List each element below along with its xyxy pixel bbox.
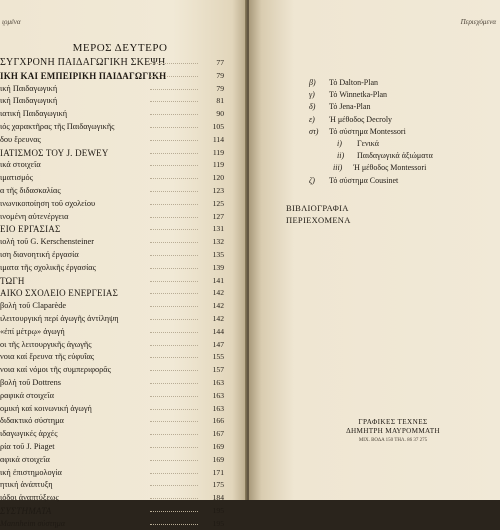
toc-entry	[309, 150, 489, 162]
toc-entry	[0, 479, 240, 492]
toc-entry-label: στ)	[309, 126, 319, 136]
toc-entry	[0, 313, 240, 326]
toc-entry-label: δ)	[309, 102, 316, 112]
toc-entry-title: ική Παιδαγωγική	[0, 96, 58, 106]
toc-entry	[0, 339, 240, 352]
toc-entry-page: 142	[212, 301, 224, 311]
toc-entry-page: 184	[212, 493, 224, 503]
toc-entry-page: 119	[212, 160, 224, 170]
toc-entry	[0, 185, 240, 198]
left-page	[0, 0, 247, 528]
toc-entry-title: Γενικά	[357, 138, 379, 148]
toc-entry	[0, 454, 240, 467]
toc-entry-page: 119	[212, 147, 224, 157]
toc-entry-page: 131	[212, 224, 224, 234]
toc-entry-page: 195	[212, 518, 224, 528]
toc-entry-title: Τό σύστημα Cousinet	[329, 175, 399, 185]
toc-entry-title: «ἐπί μέτρῳ» ἀγωγή	[0, 326, 65, 336]
toc-entry-label: ii)	[337, 151, 345, 161]
toc-entry	[0, 492, 240, 505]
toc-entry	[309, 175, 489, 187]
toc-entry-label: i)	[337, 138, 342, 148]
toc-entry	[0, 390, 240, 403]
toc-entry-title: ιολή τοῦ G. Kerschensteiner	[0, 237, 94, 247]
toc-entry-page: 195	[212, 505, 224, 515]
toc-entry	[0, 198, 240, 211]
toc-entry-label: γ)	[309, 90, 315, 100]
toc-entry	[0, 262, 240, 275]
toc-entry	[0, 467, 240, 480]
toc-entry-label: β)	[309, 78, 316, 87]
bibliography-heading: ΒΙΒΛΙΟΓΡΑΦΙΑ	[286, 203, 349, 213]
toc-entry-title: ητική ἀνάπτυξη	[0, 480, 53, 490]
toc-entry-title: Τό Jena-Plan	[329, 102, 371, 112]
toc-entry-title: Τό Winnetka-Plan	[329, 90, 387, 100]
toc-entry-page: 142	[212, 313, 224, 323]
toc-entry-title: ική Παιδαγωγική	[0, 83, 58, 93]
toc-entry	[0, 441, 240, 454]
toc-entry-page: 175	[212, 480, 224, 490]
colophon-line: ΔΗΜΗΤΡΗ ΜΑΥΡΟΜΜΑΤΗ	[346, 427, 440, 435]
toc-entry-page: 155	[212, 352, 224, 362]
toc-entry-title: ιόδοι ἀναπτύξεως	[0, 493, 59, 503]
printer-colophon	[328, 418, 458, 445]
toc-entry-page: 144	[212, 326, 224, 336]
toc-entry-page: 114	[212, 134, 224, 144]
toc-entry	[309, 101, 489, 113]
toc-entry-title: α τῆς διδασκαλίας	[0, 185, 61, 195]
toc-list	[309, 77, 489, 187]
toc-entry-label: ζ)	[309, 175, 315, 185]
toc-entry-title: Παιδαγωγικά ἀξιώματα	[357, 151, 433, 161]
toc-entry-title: οι τῆς λειτουργικῆς ἀγωγῆς	[0, 339, 92, 349]
toc-entry-title: διδακτικό σύστημα	[0, 416, 64, 426]
toc-entry	[0, 275, 240, 288]
toc-entry-page: 120	[212, 173, 224, 183]
toc-entry	[309, 77, 489, 89]
toc-entry-title: Ἡ μέθοδος Decroly	[329, 114, 393, 124]
toc-entry-title: ιλειτουργική περί ἀγωγῆς ἀντίληψη	[0, 313, 119, 323]
toc-entry-title: ομική καί κοινωνική ἀγωγή	[0, 403, 92, 413]
toc-entry	[0, 518, 240, 530]
toc-entry	[0, 121, 240, 134]
toc-entry-page: 163	[212, 403, 224, 413]
toc-entry-page: 81	[216, 96, 224, 106]
running-head: Περιεχόμενα	[460, 18, 496, 26]
toc-entry-title: ιατική Παιδαγωγική	[0, 109, 68, 119]
toc-entry	[0, 326, 240, 339]
toc-entry	[0, 83, 240, 96]
toc-entry-title: νοια καί ἔρευνα τῆς εὐφυΐας	[0, 352, 95, 362]
toc-entry-title: Τό Dalton-Plan	[329, 78, 378, 87]
toc-entry	[0, 211, 240, 224]
toc-entry-page: 167	[212, 429, 224, 439]
toc-entry-page: 169	[212, 441, 224, 451]
toc-entry	[0, 351, 240, 364]
toc-entry-title: βολή τοῦ Claparède	[0, 301, 67, 311]
toc-entry-title: ιματα τῆς σχολικῆς ἐργασίας	[0, 262, 96, 272]
toc-entry	[0, 172, 240, 185]
toc-entry-title: νοια καί νόμοι τῆς συμπεριφορᾶς	[0, 365, 111, 375]
toc-entry	[309, 138, 489, 150]
toc-entry-page: 90	[216, 109, 224, 119]
toc-entry-title: Mannheim σύστημα	[0, 518, 66, 528]
section-title: ΜΕΡΟΣ ΔΕΥΤΕΡΟ	[72, 42, 168, 54]
toc-entry-page: 163	[212, 390, 224, 400]
toc-entry-page: 171	[212, 467, 224, 477]
toc-entry-title: ιδαγωγικές ἀρχές	[0, 429, 58, 439]
toc-entry	[0, 300, 240, 313]
toc-entry	[0, 377, 240, 390]
toc-entry-page: 123	[212, 185, 224, 195]
toc-entry	[309, 89, 489, 101]
toc-entry-title: βολή τοῦ Dottrens	[0, 377, 61, 387]
toc-entry-page: 79	[216, 83, 224, 93]
toc-entry	[0, 415, 240, 428]
toc-entry	[0, 364, 240, 377]
running-head: ι̯ομένα	[2, 18, 21, 26]
toc-entry	[0, 70, 240, 83]
toc-entry-title: ιση διανοητική ἐργασία	[0, 249, 79, 259]
toc-entry-title: Τό σύστημα Montessori	[329, 126, 406, 136]
toc-entry	[309, 162, 489, 174]
toc-entry-page: 169	[212, 454, 224, 464]
toc-entry-title: ινομένη αὐτενέργεια	[0, 211, 69, 221]
toc-entry-title: ική ἐπιστημολογία	[0, 467, 62, 477]
toc-entry-page: 125	[212, 198, 224, 208]
toc-entry-title: ΙΚΗ ΚΑΙ ΕΜΠΕΙΡΙΚΗ ΠΑΙΔΑΓΩΓΙΚΗ	[0, 70, 167, 81]
colophon-line: ΓΡΑΦΙΚΕΣ ΤΕΧΝΕΣ	[358, 418, 428, 426]
toc-entry-label: iii)	[333, 163, 343, 173]
colophon-line: ΜΙΧ. ΒΟΔΑ 150 ΤΗΛ. 86 37 275	[358, 438, 428, 443]
toc-entry	[0, 236, 240, 249]
toc-entry-page: 77	[216, 58, 224, 67]
toc-entry-page: 139	[212, 262, 224, 272]
toc-entry-title: ικά στοιχεῖα	[0, 160, 41, 170]
contents-heading: ΠΕΡΙΕΧΟΜΕΝΑ	[286, 215, 351, 225]
toc-entry-title: ΤΩΓΗ	[0, 275, 25, 286]
toc-entry-page: 163	[212, 377, 224, 387]
toc-entry-page: 105	[212, 121, 224, 131]
toc-entry-title: ΕΙΟ ΕΡΓΑΣΙΑΣ	[0, 224, 61, 235]
toc-entry	[0, 287, 240, 300]
toc-entry	[0, 505, 240, 518]
toc-entry-title: δου ἔρευνας	[0, 134, 41, 144]
toc-entry-page: 135	[212, 249, 224, 259]
toc-entry	[0, 57, 240, 70]
toc-entry	[0, 159, 240, 172]
toc-entry	[0, 223, 240, 236]
toc-entry	[0, 249, 240, 262]
toc-entry	[309, 114, 489, 126]
toc-entry	[0, 108, 240, 121]
toc-entry-title: ΙΑΤΙΣΜΟΣ ΤΟΥ J. DEWEY	[0, 147, 109, 158]
toc-entry-title: ΣΥΣΤΗΜΑΤΑ	[0, 505, 52, 516]
toc-entry-title: αφικά στοιχεῖα	[0, 454, 50, 464]
toc-entry-title: Ἡ μέθοδος Montessori	[353, 163, 427, 173]
toc-entry-title: ιματισμός	[0, 173, 33, 183]
toc-entry-page: 127	[212, 211, 224, 221]
toc-entry	[0, 95, 240, 108]
toc-entry-title: ΑΙΚΟ ΣΧΟΛΕΙΟ ΕΝΕΡΓΕΙΑΣ	[0, 288, 119, 299]
toc-entry-page: 142	[212, 288, 224, 298]
toc-entry-title: ραφικά στοιχεῖα	[0, 390, 54, 400]
toc-entry-page: 157	[212, 365, 224, 375]
toc-entry-title: ινωνικοποίηση τοῦ σχολείου	[0, 198, 96, 208]
toc-entry	[309, 126, 489, 138]
toc-entry-page: 79	[216, 70, 224, 80]
toc-list	[0, 57, 240, 530]
toc-entry	[0, 134, 240, 147]
toc-entry-label: ε)	[309, 114, 315, 124]
toc-entry	[0, 428, 240, 441]
toc-entry-page: 147	[212, 339, 224, 349]
toc-entry-title: ιός χαρακτῆρας τῆς Παιδαγωγικῆς	[0, 121, 115, 131]
toc-entry-title: ΣΥΓΧΡΟΝΗ ΠΑΙΔΑΓΩΓΙΚΗ ΣΚΕΨΗ	[0, 57, 166, 68]
toc-entry	[0, 403, 240, 416]
toc-entry-page: 166	[212, 416, 224, 426]
toc-entry-page: 132	[212, 237, 224, 247]
back-matter	[286, 202, 351, 226]
toc-entry-title: ρία τοῦ J. Piaget	[0, 441, 55, 451]
toc-entry	[0, 147, 240, 160]
toc-entry-page: 141	[212, 275, 224, 285]
